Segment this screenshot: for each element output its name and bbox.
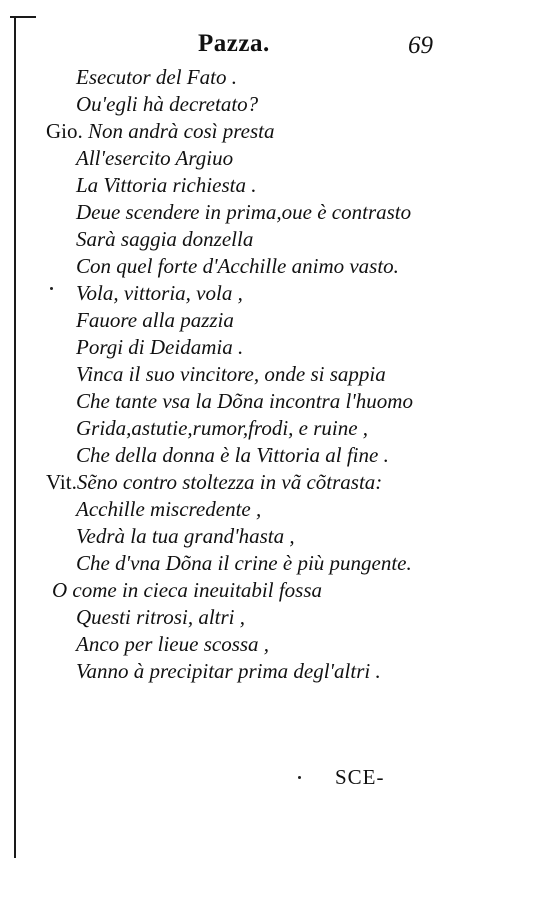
verse-line: All'esercito Argiuo	[76, 146, 234, 170]
speaker-label: Gio.	[46, 119, 83, 143]
verse-line: Sarà saggia donzella	[76, 227, 254, 251]
verse-line: Vinca il suo vincitore, onde si sappia	[76, 362, 386, 386]
verse-line: Questi ritrosi, altri ,	[76, 605, 245, 629]
verse-line: Grida,astutie,rumor,frodi, e ruine ,	[76, 416, 369, 440]
verse-line: Porgi di Deidamia .	[76, 335, 244, 359]
verse-line: Ou'egli hà decretato?	[76, 92, 259, 116]
ink-speck	[50, 287, 53, 290]
verse-line: Con quel forte d'Acchille animo vasto.	[76, 254, 399, 278]
verse-line: Fauore alla pazzia	[76, 308, 234, 332]
verse-line: O come in cieca ineuitabil fossa	[52, 578, 323, 602]
running-head: Pazza.	[198, 30, 270, 57]
verse-line: Vola, vittoria, vola ,	[76, 281, 243, 305]
verse-line: Che d'vna Dõna il crine è più pungente.	[76, 551, 412, 575]
page-number: 69	[408, 32, 433, 59]
verse-line: Anco per lieue scossa ,	[76, 632, 270, 656]
gutter-rule	[14, 18, 16, 858]
ink-speck	[298, 776, 301, 779]
verse-line: Esecutor del Fato .	[76, 65, 237, 89]
verse-line: Acchille miscredente ,	[76, 497, 262, 521]
verse-line: Deue scendere in prima,oue è contrasto	[76, 200, 412, 224]
verse-line: Vedrà la tua grand'hasta ,	[76, 524, 295, 548]
verse-line: Che della donna è la Vittoria al fine .	[76, 443, 389, 467]
verse-line: Vit.Sẽno contro stoltezza in vã cõtrasta:	[46, 470, 383, 494]
verse-line: Che tante vsa la Dõna incontra l'huomo	[76, 389, 413, 413]
verse-line: Vanno à precipitar prima degl'altri .	[76, 659, 381, 683]
verse-line: Gio. Non andrà così presta	[46, 119, 275, 143]
verse-line: La Vittoria richiesta .	[76, 173, 257, 197]
catchword: SCE-	[335, 765, 385, 789]
speaker-label: Vit.	[46, 470, 77, 494]
